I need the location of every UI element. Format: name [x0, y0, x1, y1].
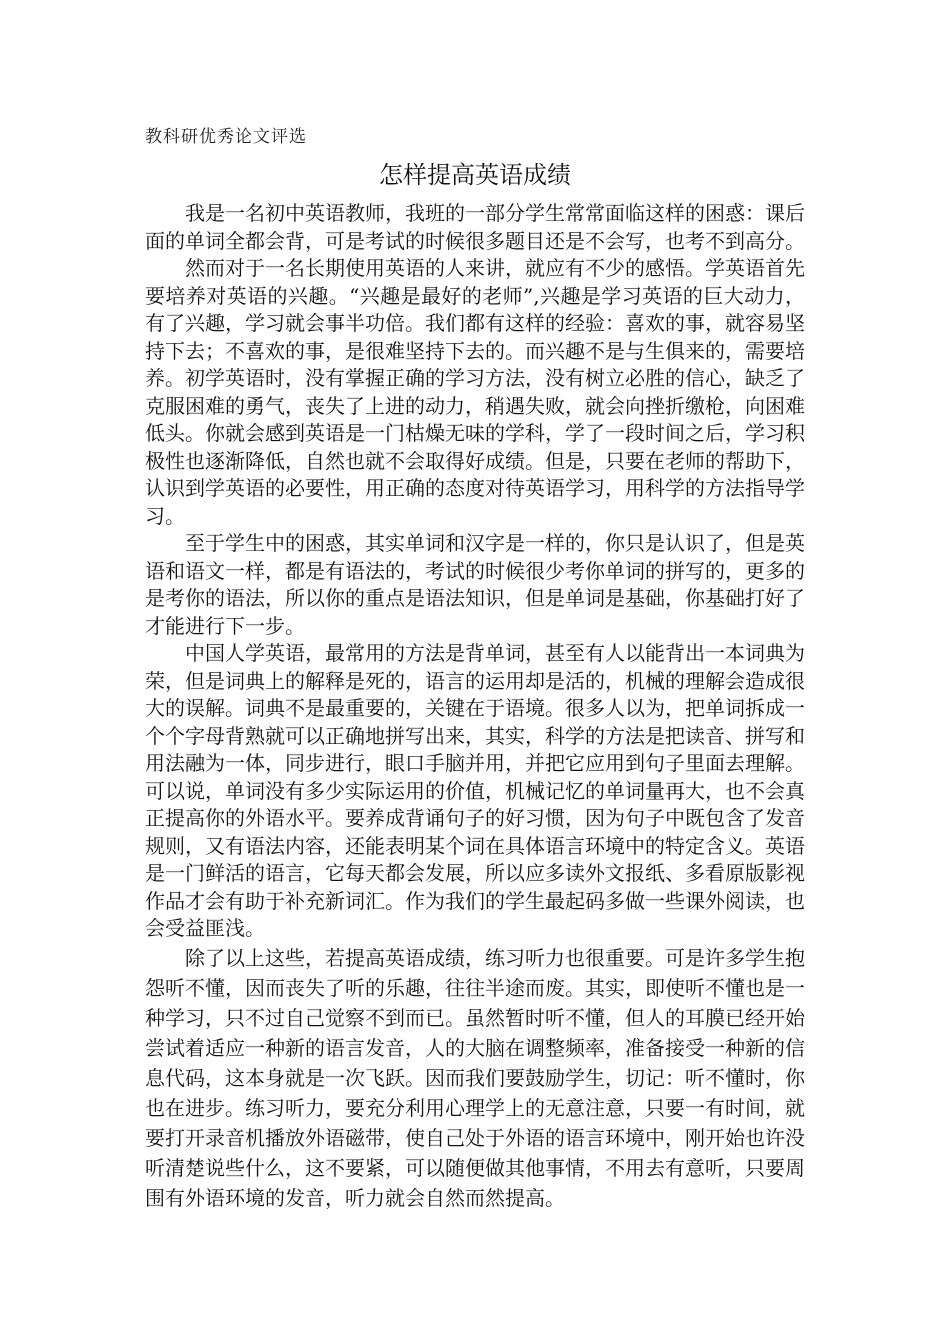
paragraph: 我是一名初中英语教师，我班的一部分学生常常面临这样的困惑：课后面的单词全都会背，可是考试的时候很多题目还是不会写，也考不到高分。: [145, 201, 805, 253]
paragraph: 中国人学英语，最常用的方法是背单词，甚至有人以能背出一本词典为荣，但是词典上的解释是死的，语言的运用却是活的，机械的理解会造成很大的误解。词典不是最重要的，关键在于语境。很多人以为，把单词拆成一个个字母背熟就可以正确地拼写出来，其实，科学的方法是把读音、拼写和用法融为一体，同步进行，眼口手脑并用，并把它应用到句子里面去理解。可以说，单词没有多少实际运用的价值，机械记忆的单词量再大，也不会真正提高你的外语水平。要养成背诵句子的好习惯，因为句子中既包含了发音规则，又有语法内容，还能表明某个词在具体语言环境中的特定含义。英语是一门鲜活的语言，它每天都会发展，所以应多读外文报纸、多看原版影视作品才会有助于补充新词汇。作为我们的学生最起码多做一些课外阅读，也会受益匪浅。: [145, 641, 805, 940]
header-label: 教科研优秀论文评选: [145, 127, 307, 147]
paragraph: 然而对于一名长期使用英语的人来讲，就应有不少的感悟。学英语首先要培养对英语的兴趣。“兴趣是最好的老师”,兴趣是学习英语的巨大动力，有了兴趣，学习就会事半功倍。我们都有这样的经验：喜欢的事，就容易坚持下去；不喜欢的事，是很难坚持下去的。而兴趣不是与生俱来的，需要培养。初学英语时，没有掌握正确的学习方法，没有树立必胜的信心，缺乏了克服困难的勇气，丧失了上进的动力，稍遇失败，就会向挫折缴枪，向困难低头。你就会感到英语是一门枯燥无味的学科，学了一段时间之后，学习积极性也逐渐降低，自然也就不会取得好成绩。但是，只要在老师的帮助下，认识到学英语的必要性，用正确的态度对待英语学习，用科学的方法指导学习。: [145, 256, 805, 528]
paragraph: 至于学生中的困惑，其实单词和汉字是一样的，你只是认识了，但是英语和语文一样，都是有语法的，考试的时候很少考你单词的拼写的，更多的是考你的语法，所以你的重点是语法知识，但是单词是基础，你基础打好了才能进行下一步。: [145, 531, 805, 638]
document-title: 怎样提高英语成绩: [379, 161, 571, 189]
paragraph: 除了以上这些，若提高英语成绩，练习听力也很重要。可是许多学生抱怨听不懂，因而丧失了听的乐趣，往往半途而废。其实，即使听不懂也是一种学习，只不过自己觉察不到而已。虽然暂时听不懂，但人的耳膜已经开始尝试着适应一种新的语言发音，人的大脑在调整频率，准备接受一种新的信息代码，这本身就是一次飞跃。因而我们要鼓励学生，切记：听不懂时，你也在进步。练习听力，要充分利用心理学上的无意注意，只要一有时间，就要打开录音机播放外语磁带，使自己处于外语的语言环境中，刚开始也许没听清楚说些什么，这不要紧，可以随便做其他事情，不用去有意听，只要周围有外语环境的发音，听力就会自然而然提高。: [145, 945, 805, 1210]
article-body: [145, 200, 805, 1213]
